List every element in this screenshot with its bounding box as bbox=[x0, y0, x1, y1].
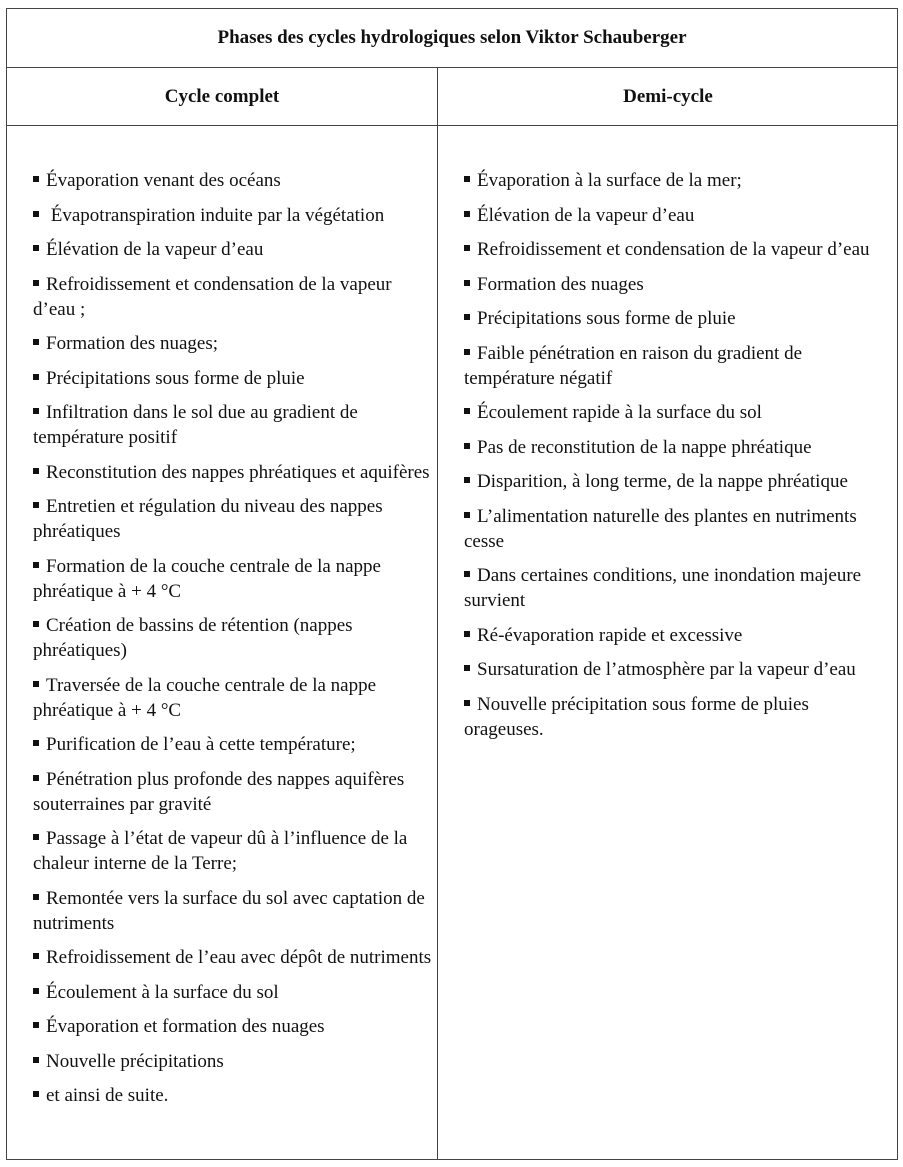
bullet-icon bbox=[464, 211, 470, 217]
cycle-complet-item bbox=[33, 494, 435, 544]
bullet-icon bbox=[33, 1091, 39, 1097]
bullet-icon bbox=[33, 953, 39, 959]
list-item-text: Reconstitution des nappes phréatiques et aquifères bbox=[46, 461, 430, 483]
list-item-text: Formation des nuages; bbox=[46, 333, 219, 354]
bullet-icon bbox=[464, 571, 470, 577]
demi-cycle-item bbox=[464, 400, 884, 425]
bullet-icon bbox=[33, 988, 39, 994]
bullet-icon bbox=[33, 468, 39, 474]
list-item-text: Écoulement à la surface du sol bbox=[46, 981, 279, 1003]
bullet-icon bbox=[464, 245, 470, 251]
list-item-text: Nouvelle précipitations bbox=[46, 1050, 224, 1072]
bullet-icon bbox=[464, 512, 470, 518]
list-item-text: Évapotranspiration induite par la végétation bbox=[46, 204, 385, 226]
bullet-icon bbox=[464, 280, 470, 286]
list-item-text: Faible pénétration en raison du gradient de température négatif bbox=[464, 342, 803, 389]
cycle-complet-item bbox=[33, 767, 435, 817]
list-item-text: Remontée vers la surface du sol avec captation de nutriments bbox=[33, 887, 425, 934]
cycle-complet-item bbox=[33, 168, 435, 193]
list-item-text: Création de bassins de rétention (nappes phréatiques) bbox=[33, 615, 353, 661]
demi-cycle-item bbox=[464, 692, 884, 742]
cycle-complet-item bbox=[33, 1049, 435, 1074]
bullet-icon bbox=[33, 1022, 39, 1028]
list-item-text: Sursaturation de l’atmosphère par la vapeur d’eau bbox=[477, 659, 856, 680]
list-item-text: Élévation de la vapeur d’eau bbox=[477, 204, 695, 226]
bullet-icon bbox=[33, 408, 39, 414]
list-item-text: Élévation de la vapeur d’eau bbox=[46, 239, 264, 260]
list-item-text: Précipitations sous forme de pluie bbox=[477, 308, 736, 329]
cycle-complet-item bbox=[33, 366, 435, 391]
bullet-icon bbox=[33, 339, 39, 345]
bullet-icon bbox=[464, 631, 470, 637]
cycle-complet-item bbox=[33, 1014, 435, 1039]
bullet-icon bbox=[33, 245, 39, 251]
list-item-text: Entretien et régulation du niveau des nappes phréatiques bbox=[33, 496, 383, 542]
cycle-complet-item bbox=[33, 886, 435, 936]
list-item-text: Purification de l’eau à cette température; bbox=[46, 734, 356, 755]
column-divider bbox=[437, 68, 438, 1159]
bullet-icon bbox=[464, 349, 470, 355]
bullet-icon bbox=[33, 681, 39, 687]
bullet-icon bbox=[33, 775, 39, 781]
list-item-text: Refroidissement et condensation de la vapeur d’eau bbox=[477, 239, 870, 260]
demi-cycle-item bbox=[464, 623, 884, 648]
bullet-icon bbox=[464, 665, 470, 671]
cycle-complet-item bbox=[33, 237, 435, 262]
bullet-icon bbox=[33, 621, 39, 627]
cycle-complet-item bbox=[33, 732, 435, 757]
list-item-text: Dans certaines conditions, une inondation majeure survient bbox=[464, 565, 862, 611]
list-item-text: L’alimentation naturelle des plantes en nutriments cesse bbox=[464, 505, 857, 552]
bullet-icon bbox=[33, 740, 39, 746]
bullet-icon bbox=[33, 502, 39, 508]
list-item-text: Évaporation venant des océans bbox=[46, 170, 281, 191]
bullet-icon bbox=[33, 1057, 39, 1063]
cycle-complet-item bbox=[33, 203, 435, 228]
cycle-complet-item bbox=[33, 272, 435, 322]
cycle-complet-item bbox=[33, 826, 435, 876]
bullet-icon bbox=[464, 443, 470, 449]
bullet-icon bbox=[33, 834, 39, 840]
bullet-icon bbox=[33, 211, 39, 217]
cycle-complet-item bbox=[33, 945, 435, 970]
bullet-icon bbox=[464, 700, 470, 706]
demi-cycle-item bbox=[464, 306, 884, 331]
cycle-complet-item bbox=[33, 331, 435, 356]
list-item-text: Formation de la couche centrale de la nappe phréatique à + 4 °C bbox=[33, 555, 381, 602]
table-title-row bbox=[7, 9, 897, 68]
list-item-text: Infiltration dans le sol due au gradient de température positif bbox=[33, 402, 358, 448]
demi-cycle-item bbox=[464, 203, 884, 228]
demi-cycle-item bbox=[464, 469, 884, 494]
bullet-icon bbox=[33, 280, 39, 286]
list-item-text: Précipitations sous forme de pluie bbox=[46, 367, 305, 389]
list-item-text: Traversée de la couche centrale de la nappe phréatique à + 4 °C bbox=[33, 674, 377, 721]
column-header-row bbox=[7, 68, 897, 126]
cycle-complet-item bbox=[33, 673, 435, 723]
demi-cycle-list bbox=[464, 168, 884, 751]
bullet-icon bbox=[464, 314, 470, 320]
list-item-text: Nouvelle précipitation sous forme de pluies orageuses. bbox=[464, 693, 809, 740]
list-item-text: et ainsi de suite. bbox=[46, 1085, 169, 1106]
cycle-complet-item bbox=[33, 613, 435, 663]
column-header-demi-cycle: Demi-cycle bbox=[623, 85, 713, 107]
list-item-text: Pénétration plus profonde des nappes aquifères souterraines par gravité bbox=[33, 768, 405, 815]
column-header-cycle-complet: Cycle complet bbox=[164, 85, 280, 107]
bullet-icon bbox=[464, 408, 470, 414]
bullet-icon bbox=[464, 477, 470, 483]
demi-cycle-item bbox=[464, 504, 884, 554]
demi-cycle-item bbox=[464, 341, 884, 391]
list-item-text: Écoulement rapide à la surface du sol bbox=[477, 402, 762, 423]
list-item-text: Refroidissement de l’eau avec dépôt de nutriments bbox=[46, 947, 432, 968]
list-item-text: Évaporation et formation des nuages bbox=[46, 1016, 325, 1037]
hydrological-cycles-table bbox=[6, 8, 898, 1160]
list-item-text: Formation des nuages bbox=[477, 273, 644, 295]
bullet-icon bbox=[33, 374, 39, 380]
list-item-text: Passage à l’état de vapeur dû à l’influence de la chaleur interne de la Terre; bbox=[33, 828, 408, 874]
demi-cycle-item bbox=[464, 168, 884, 193]
bullet-icon bbox=[464, 176, 470, 182]
demi-cycle-item bbox=[464, 657, 884, 682]
cycle-complet-item bbox=[33, 554, 435, 604]
cycle-complet-item bbox=[33, 1083, 435, 1108]
list-item-text: Pas de reconstitution de la nappe phréatique bbox=[477, 436, 812, 458]
list-item-text: Évaporation à la surface de la mer; bbox=[477, 170, 742, 191]
demi-cycle-item bbox=[464, 563, 884, 613]
list-item-text: Disparition, à long terme, de la nappe phréatique bbox=[477, 471, 848, 492]
cycle-complet-item bbox=[33, 460, 435, 485]
table-title: Phases des cycles hydrologiques selon Viktor Schauberger bbox=[217, 27, 687, 48]
cycle-complet-item bbox=[33, 400, 435, 450]
bullet-icon bbox=[33, 176, 39, 182]
cycle-complet-list bbox=[33, 168, 435, 1118]
bullet-icon bbox=[33, 894, 39, 900]
demi-cycle-item bbox=[464, 272, 884, 297]
cycle-complet-item bbox=[33, 980, 435, 1005]
list-item-text: Ré-évaporation rapide et excessive bbox=[477, 624, 743, 646]
demi-cycle-item bbox=[464, 237, 884, 262]
list-item-text: Refroidissement et condensation de la vapeur d’eau ; bbox=[33, 273, 392, 320]
demi-cycle-item bbox=[464, 435, 884, 460]
bullet-icon bbox=[33, 562, 39, 568]
